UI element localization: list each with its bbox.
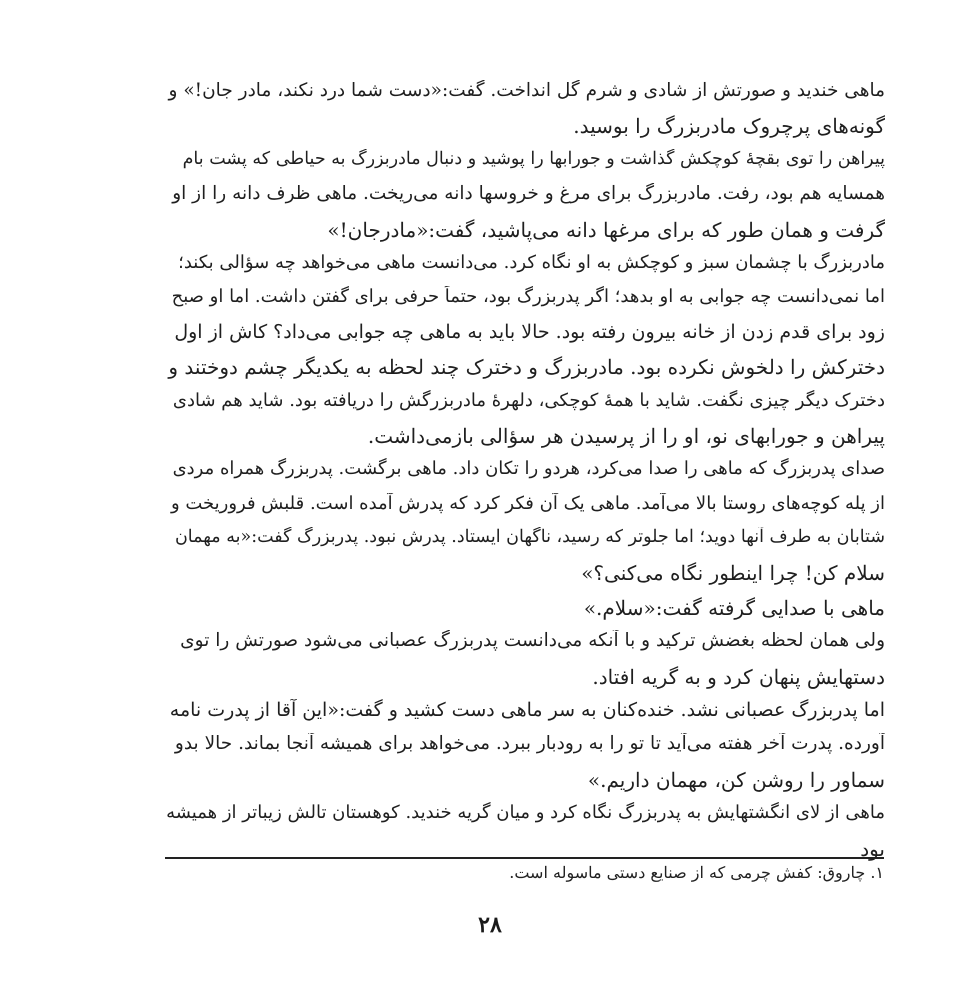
- text-line: مادربزرگ با چشمان سبز و کوچکش به او نگاه کرد. می‌دانست ماهی می‌خواهد چه سؤالی بکند؛: [178, 251, 885, 273]
- text-line: از پله کوچه‌های روستا بالا می‌آمد. ماهی یک آن فکر کرد که پدرش آمده است. قلبش فروریخت و: [170, 492, 885, 514]
- text-line: ماهی از لای انگشتهایش به پدربزرگ نگاه کرد و میان گریه خندید. کوهستان تالش زیباتر از همیشه: [166, 802, 885, 824]
- text-line: صدای پدربزرگ که ماهی را صدا می‌کرد، هردو را تکان داد. ماهی برگشت. پدربزرگ همراه مردی: [172, 458, 885, 480]
- footnote: ۱. چاروق: کفش چرمی که از صنایع دستی ماسوله است.: [509, 863, 884, 882]
- text-line: ماهی با صدایی گرفته گفت:«سلام.»: [583, 595, 885, 620]
- text-line: ولی همان لحظه بغضش ترکید و با آنکه می‌دانست پدربزرگ عصبانی می‌شود صورتش را توی: [180, 630, 885, 652]
- text-line: اما پدربزرگ عصبانی نشد. خنده‌کنان به سر ماهی دست کشید و گفت:«این آقا از پدرت نامه: [169, 699, 885, 722]
- text-line: بود: [860, 836, 885, 861]
- body-text: [165, 80, 885, 871]
- text-line: پیراهن را توی بقچهٔ کوچکش گذاشت و جورابها را پوشید و دنبال مادربزرگ به حیاطی که پشت بام: [182, 148, 885, 169]
- text-line: دستهایش پنهان کرد و به گریه افتاد.: [592, 664, 885, 689]
- text-line: آورده. پدرت آخر هفته می‌آید تا تو را به رودبار ببرد. می‌خواهد برای همیشه آنجا بماند. حالا بدو: [174, 733, 885, 755]
- text-line: سماور را روشن کن، مهمان داریم.»: [587, 767, 885, 792]
- text-line: دخترکش را دلخوش نکرده بود. مادربزرگ و دخترک چند لحظه به یکدیگر چشم دوختند و: [168, 355, 885, 380]
- text-line: همسایه هم بود، رفت. مادربزرگ برای مرغ و خروسها دانه می‌ریخت. ماهی ظرف دانه را از او: [172, 183, 885, 205]
- text-line: شتابان به طرف آنها دوید؛ اما جلوتر که رسید، ناگهان ایستاد. پدرش نبود. پدربزرگ گفت:«به مهمان: [174, 527, 885, 548]
- footnote-divider: [165, 857, 884, 859]
- text-line: سلام کن! چرا اینطور نگاه می‌کنی؟»: [581, 561, 885, 586]
- text-line: زود برای قدم زدن از خانه بیرون رفته بود. حالا باید به ماهی چه جوابی می‌داد؟ کاش از اول: [174, 320, 885, 343]
- text-line: گونه‌های پرچروک مادربزرگ را بوسید.: [573, 114, 885, 139]
- text-line: پیراهن و جورابهای نو، او را از پرسیدن هر سؤالی بازمی‌داشت.: [367, 423, 885, 448]
- text-line: گرفت و همان طور که برای مرغها دانه می‌پاشید، گفت:«مادرجان!»: [327, 217, 885, 242]
- text-line: دخترک دیگر چیزی نگفت. شاید با همهٔ کوچکی، دلهرهٔ مادربزرگش را دریافته بود. شاید هم شادی: [172, 389, 885, 411]
- page-number: ۲۸: [478, 912, 502, 938]
- text-line: ماهی خندید و صورتش از شادی و شرم گل انداخت. گفت:«دست شما درد نکند، مادر جان!» و: [168, 80, 885, 101]
- text-line: اما نمی‌دانست چه جوابی به او بدهد؛ اگر پدربزرگ بود، حتماً حرفی برای گفتن داشت. اما او صبح: [171, 286, 885, 308]
